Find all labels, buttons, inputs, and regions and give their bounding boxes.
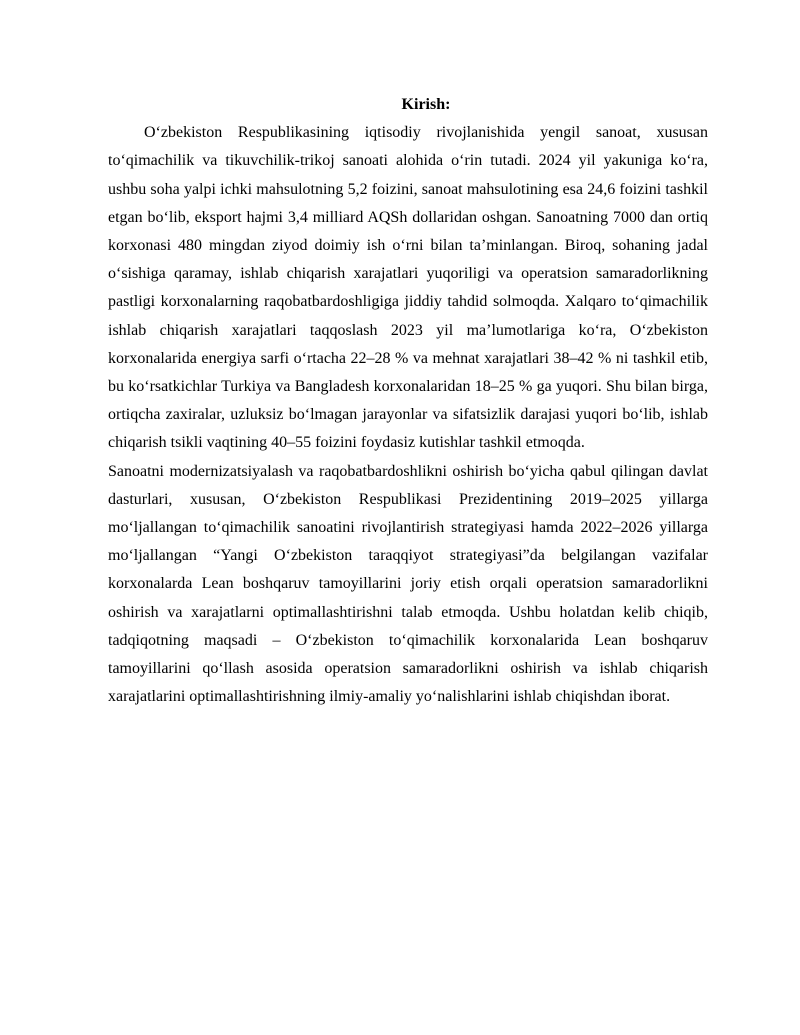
document-body — [108, 91, 708, 711]
paragraph-goal: Sanoatni modernizatsiyalash va raqobatbardoshlikni oshirish bo‘yicha qabul qilingan davlat dasturlari, xususan, O‘zbekiston Respublikasi Prezidentining 2019–2025 yillarga mo‘ljallangan to‘qimachilik sanoatini rivojlantirish strategiyasi hamda 2022–2026 yillarga mo‘ljallangan “Yangi O‘zbekiston taraqqiyot strategiyasi”da belgilangan vazifalar korxonalarda Lean boshqaruv tamoyillarini joriy etish orqali operatsion samaradorlikni oshirish va xarajatlarni optimallashtirishni talab etmoqda. Ushbu holatdan kelib chiqib, tadqiqotning maqsadi – O‘zbekiston to‘qimachilik korxonalarida Lean boshqaruv tamoyillarini qo‘llash asosida operatsion samaradorlikni oshirish va ishlab chiqarish xarajatlarini optimallashtirishning ilmiy-amaliy yo‘nalishlarini ishlab chiqishdan iborat. — [108, 462, 708, 706]
paragraph-intro: O‘zbekiston Respublikasining iqtisodiy rivojlanishida yengil sanoat, xususan to‘qimachilik va tikuvchilik-trikoj sanoati alohida o‘rin tutadi. 2024 yil yakuniga ko‘ra, ushbu soha yalpi ichki mahsulotning 5,2 foizini, sanoat mahsulotining esa 24,6 foizini tashkil etgan bo‘lib, eksport hajmi 3,4 milliard AQSh dollaridan oshgan. Sanoatning 7000 dan ortiq korxonasi 480 mingdan ziyod doimiy ish o‘rni bilan ta’minlangan. Biroq, sohaning jadal o‘sishiga qaramay, ishlab chiqarish xarajatlari yuqoriligi va operatsion samaradorlikning pastligi korxonalarning raqobatbardoshligiga jiddiy tahdid solmoqda. Xalqaro to‘qimachilik ishlab chiqarish xarajatlari taqqoslash 2023 yil ma’lumotlariga ko‘ra, O‘zbekiston korxonalarida energiya sarfi o‘rtacha 22–28 % va mehnat xarajatlari 38–42 % ni tashkil etib, bu ko‘rsatkichlar Turkiya va Bangladesh korxonalaridan 18–25 % ga yuqori. Shu bilan birga, ortiqcha zaxiralar, uzluksiz bo‘lmagan jarayonlar va sifatsizlik darajasi yuqori bo‘lib, ishlab chiqarish tsikli vaqtining 40–55 foizini foydasiz kutishlar tashkil etmoqda. — [108, 124, 708, 452]
section-heading: Kirish: — [401, 96, 451, 113]
